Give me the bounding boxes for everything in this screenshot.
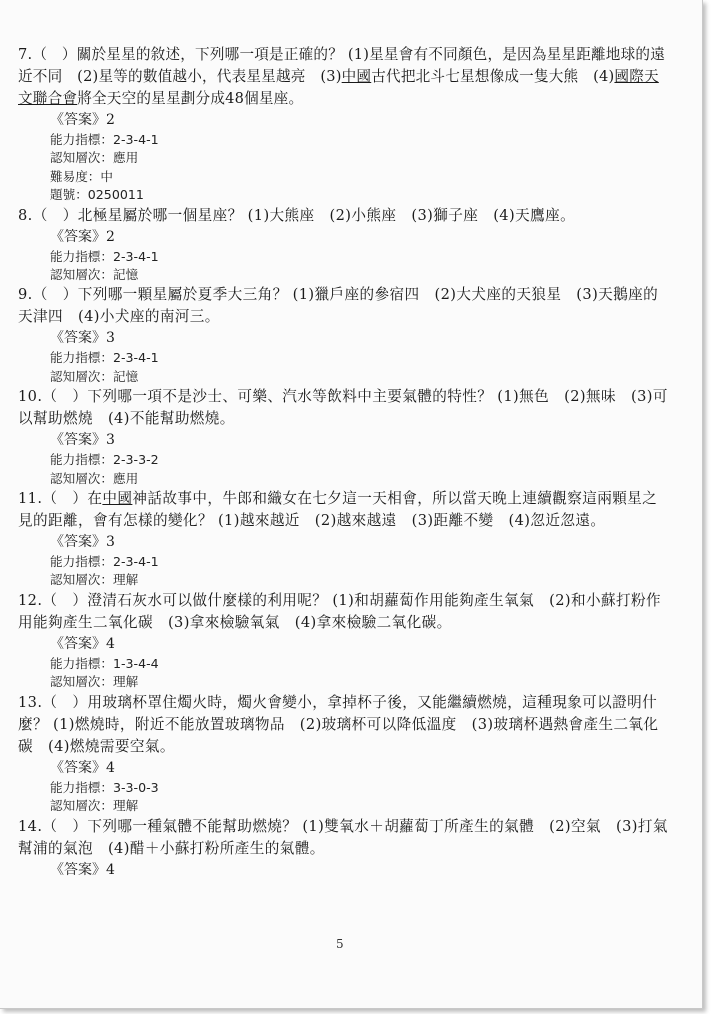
answer: 《答案》4: [50, 861, 115, 878]
question-14: [18, 816, 668, 881]
question-9: [18, 284, 668, 386]
answer: 《答案》3: [50, 534, 115, 551]
question-text-part: 11.（ ）在: [18, 490, 103, 508]
question-10: [18, 386, 668, 488]
underlined-term: 中國: [102, 490, 133, 508]
question-text-part: 古代把北斗七星想像成一隻大熊 (4): [371, 68, 615, 85]
question-7: [18, 44, 668, 205]
answer: 《答案》4: [50, 759, 115, 776]
question-text: 12.（ ）澄清石灰水可以做什麼樣的利用呢？ (1)和胡蘿蔔作用能夠產生氧氣 (2)和小蘇打粉作用能夠產生二氧化碳 (3)拿來檢驗氧氣 (4)拿來檢驗二氧化碳。: [18, 591, 661, 631]
ability-indicator: 能力指標：2-3-3-2: [50, 452, 159, 468]
answer: 《答案》4: [50, 635, 115, 652]
question-text-part: 神話故事中，牛郎和織女在七夕這一天相會，所以當天晚上連續觀察這兩顆星之見的距離，會有怎樣的變化？ (1)越來越近 (2)越來越遠 (3)距離不變 (4)忽近忽遠。: [18, 490, 658, 530]
cognitive-level: 認知層次：理解: [50, 674, 139, 690]
answer: 《答案》2: [50, 112, 115, 128]
ability-indicator: 能力指標：1-3-4-4: [50, 655, 159, 671]
underlined-term: 國際天文聯合會: [18, 68, 659, 107]
question-text: 10.（ ）下列哪一項不是沙士、可樂、汽水等飲料中主要氣體的特性？ (1)無色 (2)無味 (3)可以幫助燃燒 (4)不能幫助燃燒。: [18, 388, 668, 428]
page-number: 5: [336, 937, 344, 951]
question-text: 9.（ ）下列哪一顆星屬於夏季大三角？ (1)獵戶座的參宿四 (2)大犬座的天狼星 (3)天鵝座的天津四 (4)小犬座的南河三。: [18, 286, 659, 326]
answer: 《答案》2: [50, 228, 115, 245]
question-text-part: 7.（ ）關於星星的敘述，下列哪一項是正確的？ (1)星星會有不同顏色，是因為星星距離地球的遠近不同 (2)星等的數值越小，代表星星越亮 (3): [18, 46, 665, 85]
ability-indicator: 能力指標：3-3-0-3: [50, 779, 159, 795]
cognitive-level: 認知層次：記憶: [50, 267, 139, 283]
ability-indicator: 能力指標：2-3-4-1: [50, 554, 159, 570]
answer: 《答案》3: [50, 432, 115, 449]
cognitive-level: 認知層次：記憶: [50, 368, 139, 384]
ability-indicator: 能力指標：2-3-4-1: [50, 132, 159, 147]
question-13: [18, 692, 668, 816]
cognitive-level: 認知層次：應用: [50, 150, 139, 166]
cognitive-level: 認知層次：應用: [50, 470, 139, 486]
question-text: 8.（ ）北極星屬於哪一個星座？ (1)大熊座 (2)小熊座 (3)獅子座 (4)天鷹座。: [18, 206, 576, 224]
ability-indicator: 能力指標：2-3-4-1: [50, 248, 159, 264]
question-text: 14.（ ）下列哪一種氣體不能幫助燃燒？ (1)雙氧水＋胡蘿蔔丁所產生的氣體 (2)空氣 (3)打氣幫浦的氣泡 (4)醋＋小蘇打粉所產生的氣體。: [18, 817, 668, 857]
question-text: 13.（ ）用玻璃杯罩住燭火時，燭火會變小，拿掉杯子後，又能繼續燃燒，這種現象可以證明什麼？ (1)燃燒時，附近不能放置玻璃物品 (2)玻璃杯可以降低溫度 (3)玻璃杯遇熱會產生二氧化碳 (4)燃燒需要空氣。: [18, 693, 659, 755]
question-11: [18, 488, 668, 590]
question-12: [18, 590, 668, 692]
ability-indicator: 能力指標：2-3-4-1: [50, 350, 159, 366]
cognitive-level: 認知層次：理解: [50, 572, 139, 588]
question-text: [18, 44, 668, 110]
question-text-part: 將全天空的星星劃分成48個星座。: [77, 90, 304, 107]
cognitive-level: 認知層次：理解: [50, 798, 139, 814]
question-text: [18, 488, 668, 532]
underlined-term: 中國: [341, 68, 372, 85]
difficulty: 難易度：中: [50, 168, 113, 184]
question-list: [18, 44, 668, 881]
question-id: 題號：0250011: [50, 187, 144, 203]
answer: 《答案》3: [50, 330, 115, 347]
question-8: [18, 205, 668, 285]
